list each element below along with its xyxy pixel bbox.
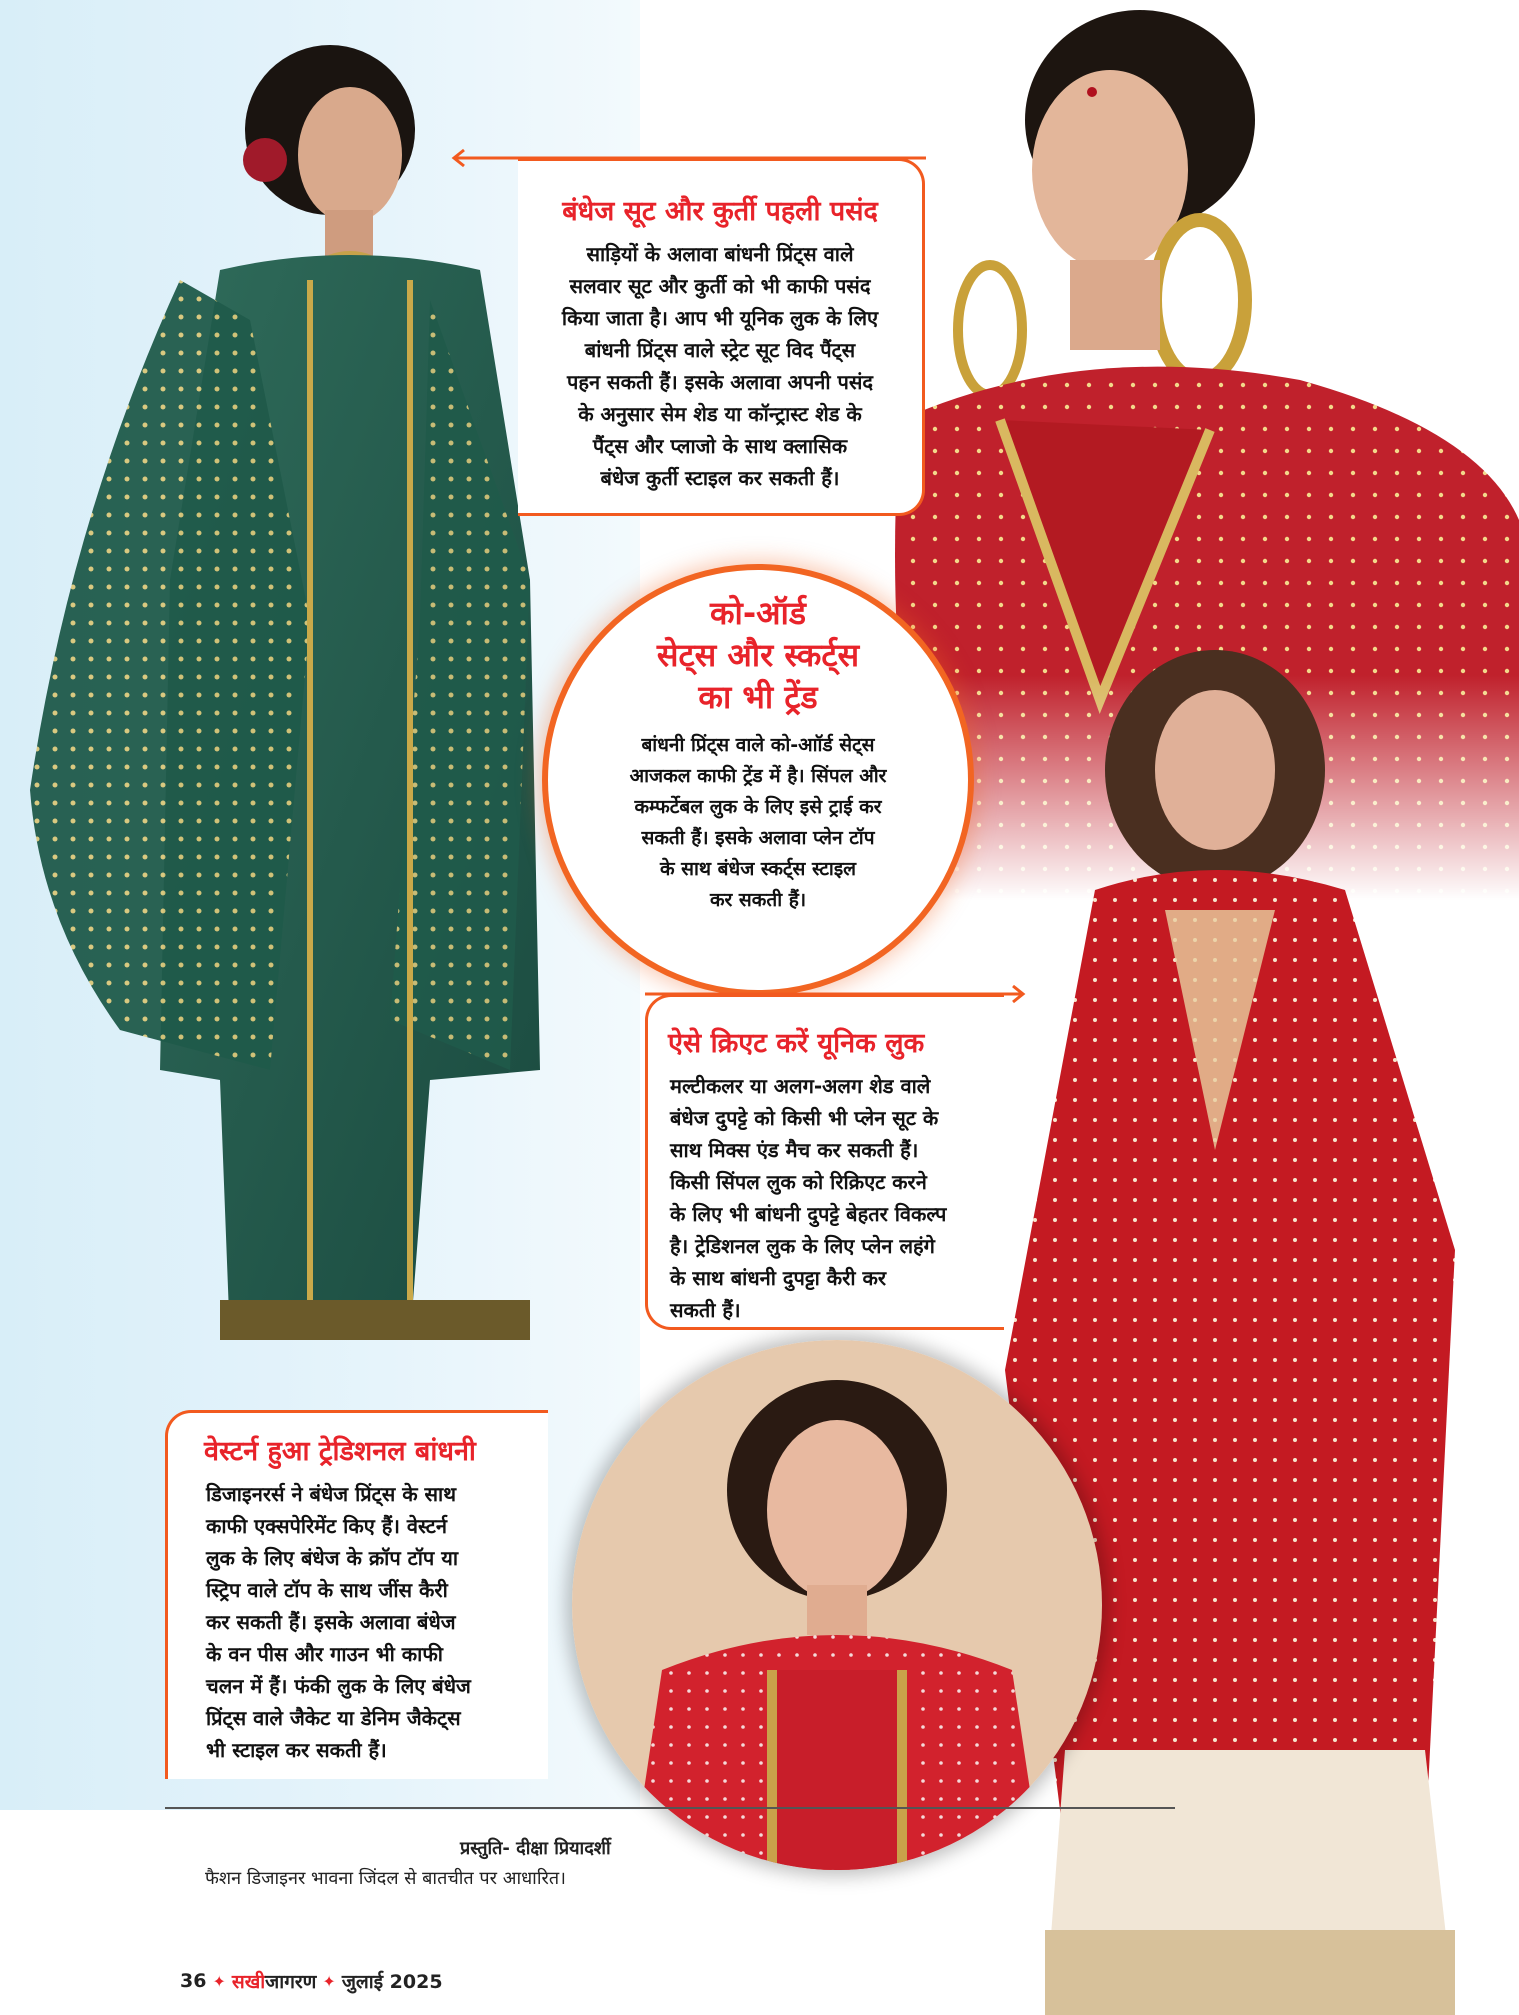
section-western-bandhani-line: के वन पीस और गाउन भी काफी <box>206 1642 443 1666</box>
section-coord-sets <box>548 570 968 990</box>
page-footer <box>180 1968 443 1994</box>
credit-divider <box>165 1807 1175 1809</box>
star-icon: ✦ <box>212 1971 226 1991</box>
section-coord-sets-title-line: का भी ट्रेंड <box>698 678 818 716</box>
credit-presented-by: प्रस्तुति- दीक्षा प्रियादर्शी <box>460 1838 611 1859</box>
section-bandhej-suit-line: पैंट्स और प्लाजो के साथ क्लासिक <box>592 434 848 458</box>
section-western-bandhani-title: वेस्टर्न हुआ ट्रेडिशनल बांधनी <box>204 1436 476 1467</box>
section-coord-sets-line: बांधनी प्रिंट्स वाले को-आॉर्ड सेट्स <box>641 734 875 756</box>
brand-first: सखी <box>231 1971 266 1993</box>
section-western-bandhani <box>165 1410 548 1779</box>
section-western-bandhani-line: कर सकती हैं। इसके अलावा बंधेज <box>206 1610 456 1634</box>
section-coord-sets-title-line: को-ऑर्ड <box>709 594 806 632</box>
section-unique-look-title: ऐसे क्रिएट करें यूनिक लुक <box>668 1028 925 1059</box>
arrow-right-icon <box>645 984 1030 1004</box>
section-coord-sets-line: कर सकती हैं। <box>709 889 807 911</box>
section-western-bandhani-line: लुक के लिए बंधेज के क्रॉप टॉप या <box>206 1546 459 1570</box>
section-unique-look-line: मल्टीकलर या अलग-अलग शेड वाले <box>670 1074 931 1098</box>
section-bandhej-suit-line: सलवार सूट और कुर्ती को भी काफी पसंद <box>569 274 871 298</box>
section-bandhej-suit-line: किया जाता है। आप भी यूनिक लुक के लिए <box>561 306 879 330</box>
magazine-brand <box>232 1968 317 1994</box>
section-bandhej-suit-line: साड़ियों के अलावा बांधनी प्रिंट्स वाले <box>586 242 854 266</box>
section-unique-look-line: सकती हैं। <box>670 1298 741 1322</box>
section-unique-look <box>645 994 1004 1330</box>
section-bandhej-suit-line: बंधेज कुर्ती स्टाइल कर सकती हैं। <box>600 466 840 490</box>
issue-date: जुलाई 2025 <box>341 1971 443 1993</box>
page-number: 36 <box>180 1970 207 1992</box>
section-unique-look-line: किसी सिंपल लुक को रिक्रिएट करने <box>670 1170 927 1194</box>
section-coord-sets-line: सकती हैं। इसके अलावा प्लेन टॉप <box>641 827 875 849</box>
section-coord-sets-title-line: सेट्स और स्कर्ट्स <box>656 636 860 674</box>
section-bandhej-suit-line: के अनुसार सेम शेड या कॉन्ट्रास्ट शेड के <box>578 402 862 426</box>
section-bandhej-suit-line: बांधनी प्रिंट्स वाले स्ट्रेट सूट विद पैंट्स <box>584 338 856 362</box>
section-unique-look-line: है। ट्रेडिशनल लुक के लिए प्लेन लहंगे <box>670 1234 935 1258</box>
section-unique-look-line: के लिए भी बांधनी दुपट्टे बेहतर विकल्प <box>670 1202 947 1226</box>
section-coord-sets-line: के साथ बंधेज स्कर्ट्स स्टाइल <box>659 858 857 880</box>
section-coord-sets-title <box>588 592 928 718</box>
section-western-bandhani-line: भी स्टाइल कर सकती हैं। <box>206 1738 387 1762</box>
photo-red-kurta <box>985 650 1519 2015</box>
section-western-bandhani-line: चलन में हैं। फंकी लुक के लिए बंधेज <box>206 1674 471 1698</box>
section-unique-look-line: बंधेज दुपट्टे को किसी भी प्लेन सूट के <box>670 1106 939 1130</box>
section-western-bandhani-line: प्रिंट्स वाले जैकेट या डेनिम जैकेट्स <box>206 1706 461 1730</box>
section-western-bandhani-line: काफी एक्सपेरिमेंट किए हैं। वेस्टर्न <box>206 1514 447 1538</box>
section-unique-look-line: साथ मिक्स एंड मैच कर सकती हैं। <box>670 1138 919 1162</box>
section-unique-look-line: के साथ बांधनी दुपट्टा कैरी कर <box>670 1266 887 1290</box>
credit-source: फैशन डिजाइनर भावना जिंदल से बातचीत पर आधारित। <box>205 1868 566 1889</box>
section-western-bandhani-line: डिजाइनरर्स ने बंधेज प्रिंट्स के साथ <box>206 1482 456 1506</box>
section-coord-sets-line: आजकल काफी ट्रेंड में है। सिंपल और <box>629 765 887 787</box>
section-western-bandhani-line: स्ट्रिप वाले टॉप के साथ जींस कैरी <box>206 1578 448 1602</box>
star-icon: ✦ <box>322 1971 336 1991</box>
brand-second: जागरण <box>265 1971 317 1993</box>
section-bandhej-suit-title: बंधेज सूट और कुर्ती पहली पसंद <box>562 196 878 227</box>
arrow-left-icon <box>448 148 928 168</box>
photo-circle-portrait <box>572 1340 1102 1870</box>
section-coord-sets-line: कम्फर्टेबल लुक के लिए इसे ट्राई कर <box>634 796 882 818</box>
section-bandhej-suit-line: पहन सकती हैं। इसके अलावा अपनी पसंद <box>567 370 873 394</box>
section-bandhej-suit <box>518 158 925 516</box>
section-coord-sets-body <box>596 730 920 916</box>
